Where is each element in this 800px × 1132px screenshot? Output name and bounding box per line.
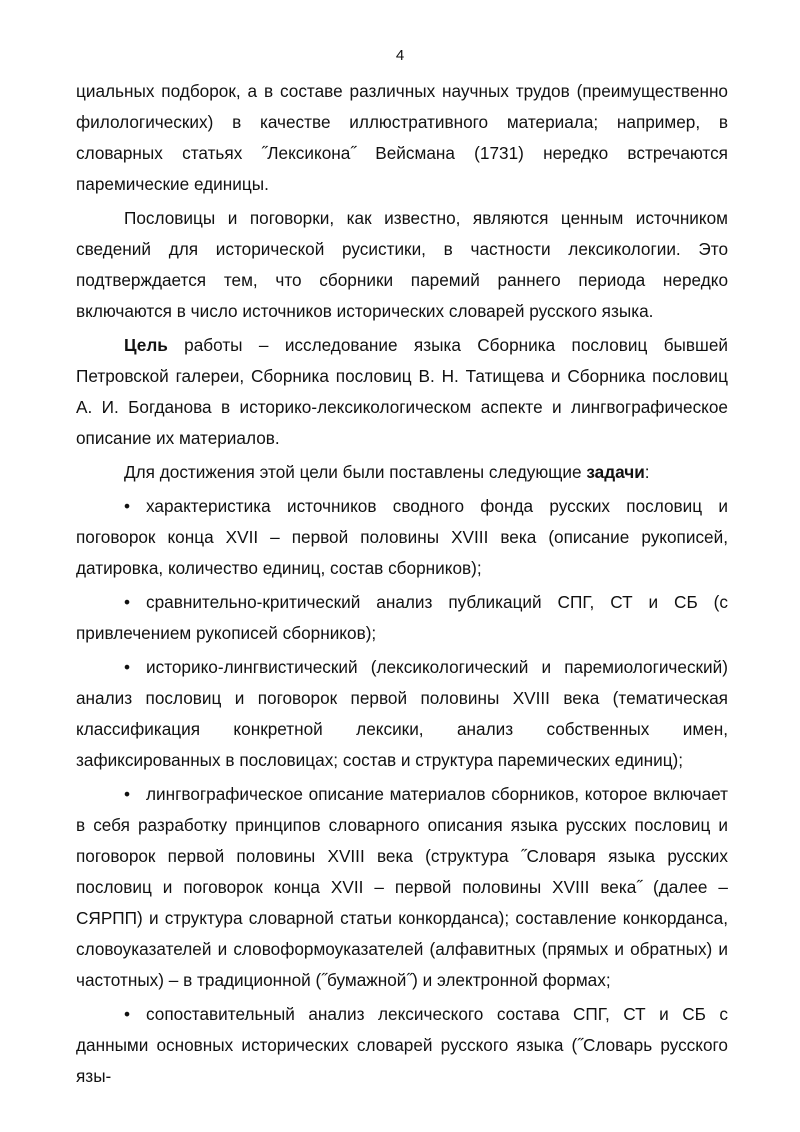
list-item	[76, 999, 728, 1092]
list-item	[76, 491, 728, 584]
paragraph-continuation: циальных подборок, а в составе различных научных трудов (преимущественно филологических) в качестве иллюстративного материала; например, в словарных статьях ˝Лексикона˝ Вейсмана (1731) нередко встречаются паремические единицы.	[76, 81, 728, 194]
list-item-text: лингвографическое описание материалов сборников, которое включает в себя разработку принципов словарного описания языка русских пословиц и поговорок первой половины XVIII века (структура ˝Словаря языка русских пословиц и поговорок конца XVII – первой половины XVIII века˝ (далее – СЯРПП) и структура словарной статьи конкорданса); составление конкорданса, словоуказателей и словоформоуказателей (алфавитных (прямых и обратных) и частотных) – в традиционной (˝бумажной˝) и электронной формах;	[76, 784, 728, 990]
list-item-text: сопоставительный анализ лексического состава СПГ, СТ и СБ с данными основных исторических словарей русского языка (˝Словарь русского язы-	[76, 1004, 728, 1086]
bullet-icon: •	[124, 1004, 131, 1024]
bullet-icon: •	[124, 592, 131, 612]
goal-term: Цель	[124, 335, 168, 355]
bullet-icon: •	[124, 657, 131, 677]
paragraph-sources: Пословицы и поговорки, как известно, являются ценным источником сведений для исторической русистики, в частности лексикологии. Это подтверждается тем, что сборники паремий раннего периода нередко включаются в число источников исторических словарей русского языка.	[76, 208, 728, 321]
tasks-term: задачи	[586, 462, 645, 482]
tasks-intro-text: Для достижения этой цели были поставлены следующие	[124, 462, 587, 482]
tasks-intro-colon: :	[644, 462, 650, 482]
paragraph-goal	[76, 330, 728, 454]
list-item	[76, 652, 728, 776]
list-item	[76, 587, 728, 649]
list-item	[76, 779, 728, 996]
page-number: 4	[395, 47, 405, 64]
list-item-text: сравнительно-критический анализ публикаций СПГ, СТ и СБ (с привлечением рукописей сборников);	[76, 592, 728, 643]
list-item-text: историко-лингвистический (лексикологический и паремиологический) анализ пословиц и поговорок первой половины XVIII века (тематическая классификация конкретной лексики, анализ собственных имен, зафиксированных в пословицах; состав и структура паремических единиц);	[76, 657, 728, 770]
body-text	[76, 76, 728, 1092]
bullet-icon: •	[124, 784, 131, 804]
list-item-text: характеристика источников сводного фонда русских пословиц и поговорок конца XVII – первой половины XVIII века (описание рукописей, датировка, количество единиц, состав сборников);	[76, 496, 728, 578]
paragraph-tasks-intro	[76, 457, 728, 488]
bullet-icon: •	[124, 496, 131, 516]
goal-text: работы – исследование языка Сборника пословиц бывшей Петровской галереи, Сборника пословиц В. Н. Татищева и Сборника пословиц А. И. Богданова в историко-лексикологическом аспекте и лингвографическое описание их материалов.	[76, 335, 728, 448]
